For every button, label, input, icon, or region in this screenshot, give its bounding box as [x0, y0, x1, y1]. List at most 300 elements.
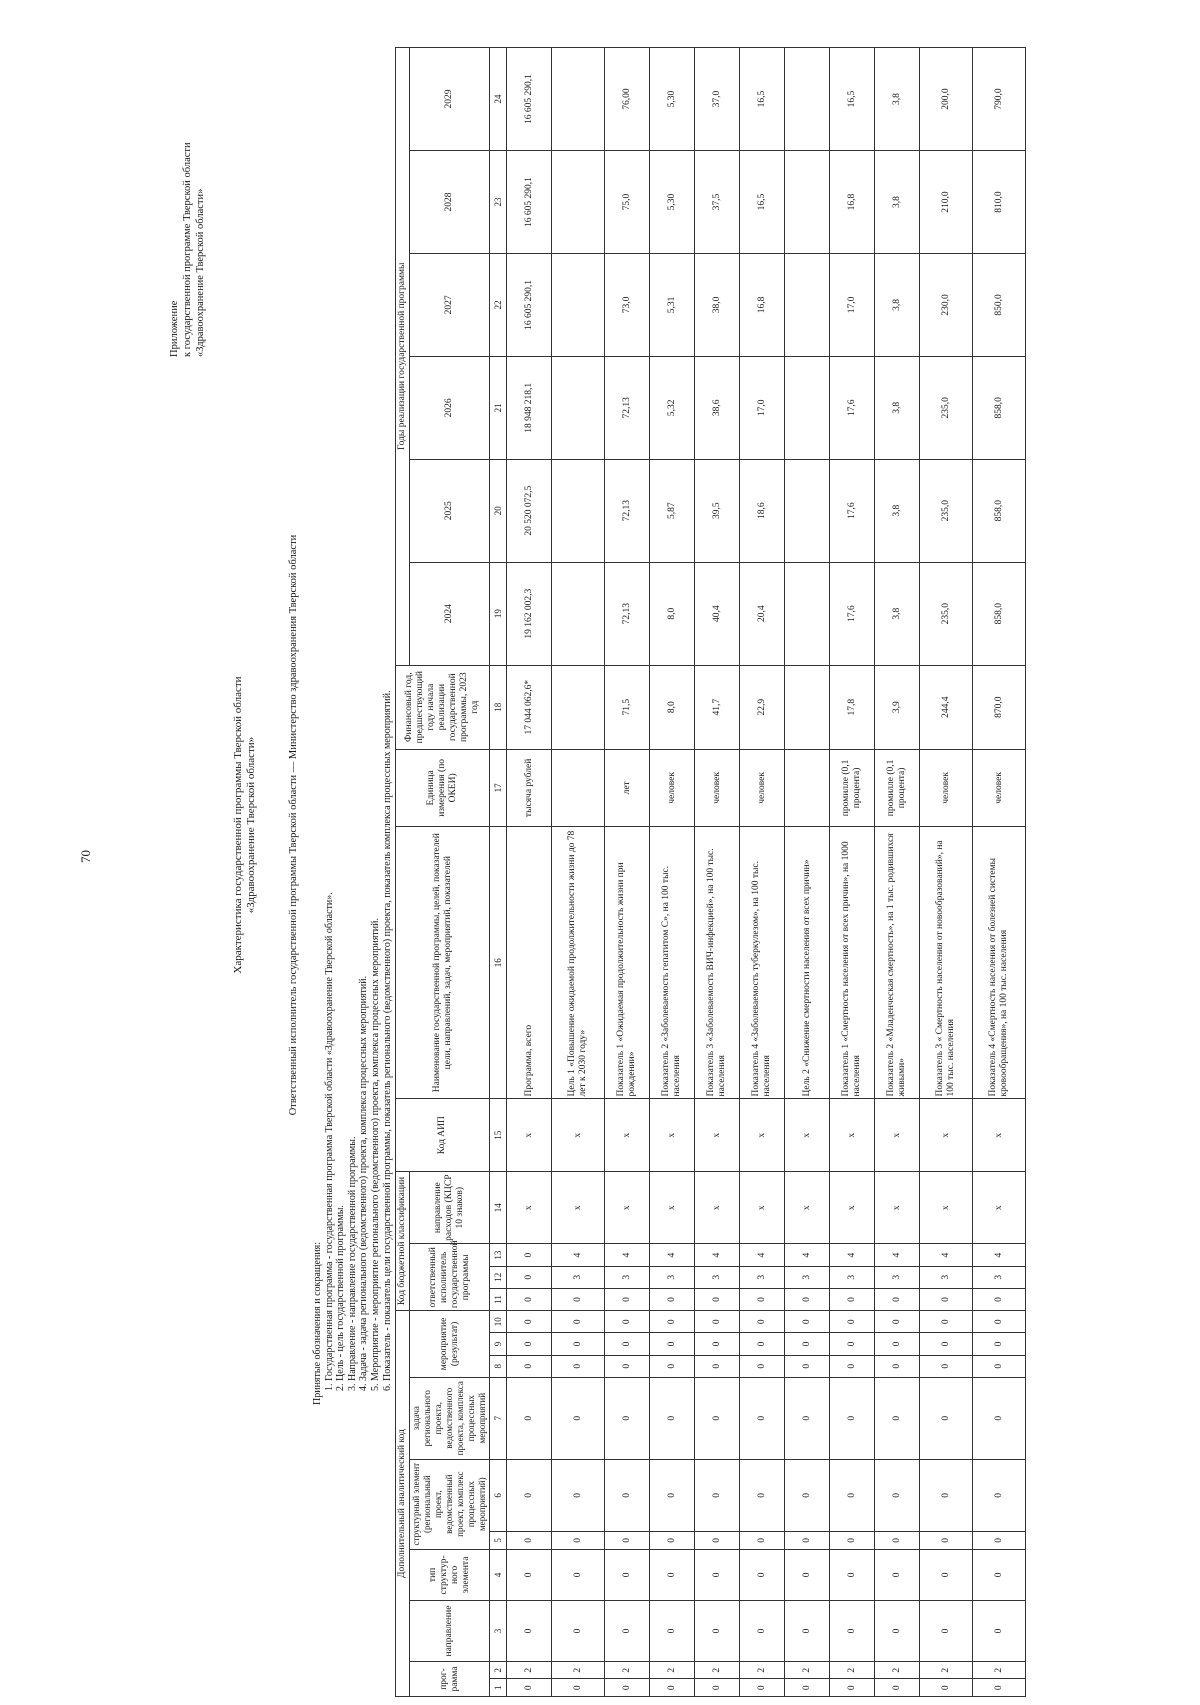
year-value-cell: 16,5	[830, 48, 875, 151]
additional-code-header: Дополнительный аналитический код	[396, 1311, 410, 1697]
code-cell: 0	[650, 1459, 695, 1532]
code-cell: 2	[920, 1661, 973, 1679]
column-number: 1	[490, 1679, 507, 1697]
code-cell: 0	[785, 1459, 830, 1532]
year-value-cell	[785, 459, 830, 562]
code-cell: 0	[875, 1288, 920, 1310]
code-cell: 0	[507, 1288, 552, 1310]
code-cell: 0	[973, 1311, 1026, 1333]
code-cell: 0	[650, 1311, 695, 1333]
code-cell: 0	[507, 1333, 552, 1355]
code-cell: 3	[650, 1266, 695, 1288]
code-cell: 0	[695, 1532, 740, 1550]
base-value-cell: 71,5	[605, 665, 650, 749]
aip-cell: x	[785, 1099, 830, 1172]
code-cell: 2	[973, 1661, 1026, 1679]
year-value-cell: 72,13	[605, 459, 650, 562]
table-row	[920, 48, 973, 1697]
code-cell: 0	[875, 1355, 920, 1377]
code-cell: 4	[830, 1244, 875, 1266]
column-number: 16	[490, 826, 507, 1098]
column-number: 21	[490, 356, 507, 459]
year-value-cell: 17,6	[830, 356, 875, 459]
code-cell: 0	[605, 1601, 650, 1662]
legend-item: 5. Мероприятие - мероприятие регионального (ведомственного) проекта, комплекса процессных мероприятий.	[369, 918, 381, 1391]
code-cell: 0	[650, 1549, 695, 1600]
code-cell: 0	[605, 1333, 650, 1355]
code-cell: 2	[650, 1661, 695, 1679]
base-value-cell: 17 044 062,6*	[507, 665, 552, 749]
column-number-row	[490, 48, 507, 1697]
code-cell: 4	[552, 1244, 605, 1266]
name-cell: Цель 1 «Повышение ожидаемой продолжительности жизни до 78 лет к 2030 году»	[552, 826, 605, 1098]
years-group-header: Годы реализации государственной программы	[396, 48, 410, 666]
column-number: 23	[490, 151, 507, 254]
aip-cell: x	[695, 1099, 740, 1172]
base-value-cell	[552, 665, 605, 749]
direction-header: направление	[410, 1601, 490, 1662]
year-value-cell: 17,0	[830, 253, 875, 356]
column-number: 8	[490, 1355, 507, 1377]
code-cell: 0	[785, 1377, 830, 1459]
unit-cell: тысяча рублей	[507, 749, 552, 826]
kcsr-cell: x	[552, 1171, 605, 1244]
appendix-note	[168, 142, 207, 357]
code-cell: 4	[785, 1244, 830, 1266]
year-value-cell	[785, 48, 830, 151]
year-value-cell	[552, 253, 605, 356]
table-row	[507, 48, 552, 1697]
year-value-cell	[785, 253, 830, 356]
code-cell: 0	[973, 1601, 1026, 1662]
year-value-cell: 810,0	[973, 151, 1026, 254]
code-cell: 0	[605, 1459, 650, 1532]
code-cell: 0	[920, 1333, 973, 1355]
code-cell: 0	[507, 1244, 552, 1266]
code-cell: 0	[605, 1532, 650, 1550]
year-value-cell	[785, 356, 830, 459]
code-cell: 0	[973, 1532, 1026, 1550]
legend-item: 2. Цель - цель государственной программы.	[335, 1205, 347, 1391]
code-cell: 3	[973, 1266, 1026, 1288]
name-cell: Цель 2 «Снижение смертности населения от всех причин»	[785, 826, 830, 1098]
year-value-cell: 235,0	[920, 356, 973, 459]
expense-direction-header: направление расходов (КЦСР 10 знаков)	[410, 1171, 490, 1244]
year-value-cell: 235,0	[920, 459, 973, 562]
year-value-cell: 858,0	[973, 356, 1026, 459]
year-value-cell: 37,0	[695, 48, 740, 151]
year-value-cell: 20,4	[740, 562, 785, 665]
column-number: 17	[490, 749, 507, 826]
year-value-cell: 16,8	[830, 151, 875, 254]
code-cell: 0	[785, 1311, 830, 1333]
code-cell: 0	[552, 1549, 605, 1600]
structural-element-header: структурный элемент (региональный проект, ведомственный проект, комплекс процессных мероприятий)	[410, 1459, 490, 1549]
code-cell: 3	[920, 1266, 973, 1288]
base-value-cell: 22,9	[740, 665, 785, 749]
code-cell: 0	[695, 1601, 740, 1662]
code-cell: 0	[605, 1679, 650, 1697]
year-value-cell	[552, 48, 605, 151]
column-number: 2	[490, 1661, 507, 1679]
abbreviations-legend	[312, 690, 393, 1405]
base-value-cell: 870,0	[973, 665, 1026, 749]
base-value-cell: 41,7	[695, 665, 740, 749]
year-value-cell: 17,6	[830, 459, 875, 562]
year-value-cell: 72,13	[605, 356, 650, 459]
code-cell: 0	[973, 1333, 1026, 1355]
kcsr-cell: x	[973, 1171, 1026, 1244]
code-cell: 0	[920, 1311, 973, 1333]
table-row	[875, 48, 920, 1697]
column-number: 6	[490, 1459, 507, 1532]
legend-item: 3. Направление - направление государственной программы.	[346, 1136, 358, 1391]
year-value-cell: 210,0	[920, 151, 973, 254]
code-cell: 0	[650, 1532, 695, 1550]
column-number: 3	[490, 1601, 507, 1662]
code-cell: 0	[830, 1459, 875, 1532]
code-cell: 0	[695, 1679, 740, 1697]
code-cell: 4	[920, 1244, 973, 1266]
code-cell: 0	[920, 1459, 973, 1532]
code-cell: 3	[830, 1266, 875, 1288]
code-cell: 3	[740, 1266, 785, 1288]
code-cell: 0	[695, 1459, 740, 1532]
code-cell: 0	[973, 1549, 1026, 1600]
name-header: Наименование государственной программы, целей, показателей цели, направлений, задач, мероприятий, показателей	[396, 826, 490, 1098]
year-value-cell: 3,8	[875, 562, 920, 665]
unit-cell	[552, 749, 605, 826]
code-cell: 2	[875, 1661, 920, 1679]
code-cell: 0	[875, 1679, 920, 1697]
code-cell: 0	[507, 1355, 552, 1377]
table-row	[552, 48, 605, 1697]
year-value-cell: 72,13	[605, 562, 650, 665]
legend-heading: Принятые обозначения и сокращения:	[312, 1241, 323, 1405]
code-cell: 0	[973, 1679, 1026, 1697]
code-cell: 2	[830, 1661, 875, 1679]
year-value-cell: 5,32	[650, 356, 695, 459]
code-cell: 0	[695, 1333, 740, 1355]
column-number: 19	[490, 562, 507, 665]
legend-item: 1. Государственная программа - государственная программа Тверской области «Здравоохранение Тверской области».	[323, 892, 335, 1391]
code-cell: 2	[695, 1661, 740, 1679]
code-cell: 2	[605, 1661, 650, 1679]
unit-cell: человек	[920, 749, 973, 826]
unit-cell: человек	[695, 749, 740, 826]
kcsr-cell: x	[507, 1171, 552, 1244]
code-cell: 0	[552, 1679, 605, 1697]
year-value-cell: 40,4	[695, 562, 740, 665]
year-value-cell: 16 605 290,1	[507, 151, 552, 254]
task-header: задача регионального проекта, ведомственного проекта, комплекса процессных мероприятий	[410, 1377, 490, 1459]
code-cell: 0	[507, 1679, 552, 1697]
code-cell: 0	[740, 1679, 785, 1697]
year-header: 2029	[410, 48, 490, 151]
code-cell: 0	[740, 1459, 785, 1532]
year-value-cell: 3,8	[875, 48, 920, 151]
year-value-cell: 37,5	[695, 151, 740, 254]
code-cell: 0	[785, 1601, 830, 1662]
code-cell: 4	[875, 1244, 920, 1266]
year-value-cell: 230,0	[920, 253, 973, 356]
year-value-cell: 790,0	[973, 48, 1026, 151]
unit-cell: промилле (0,1 процента)	[875, 749, 920, 826]
code-cell: 4	[973, 1244, 1026, 1266]
code-cell: 2	[507, 1661, 552, 1679]
activity-header: мероприятие (результат)	[410, 1311, 490, 1378]
appendix-line: «Здравоохранение Тверской области»	[195, 188, 206, 357]
code-cell: 0	[973, 1377, 1026, 1459]
year-value-cell: 73,0	[605, 253, 650, 356]
year-value-cell: 18 948 218,1	[507, 356, 552, 459]
year-value-cell	[552, 459, 605, 562]
aip-cell: x	[830, 1099, 875, 1172]
year-value-cell: 3,8	[875, 253, 920, 356]
name-cell: Показатель 4 «Заболеваемость туберкулезом», на 100 тыс. населения	[740, 826, 785, 1098]
column-number: 7	[490, 1377, 507, 1459]
year-value-cell: 858,0	[973, 562, 1026, 665]
code-cell: 3	[552, 1266, 605, 1288]
code-cell: 0	[830, 1311, 875, 1333]
column-number: 20	[490, 459, 507, 562]
code-cell: 0	[552, 1333, 605, 1355]
kcsr-cell: x	[605, 1171, 650, 1244]
kcsr-cell: x	[830, 1171, 875, 1244]
column-number: 15	[490, 1099, 507, 1172]
code-cell: 0	[920, 1288, 973, 1310]
base-value-cell: 8,0	[650, 665, 695, 749]
column-number: 11	[490, 1288, 507, 1310]
base-value-cell	[785, 665, 830, 749]
code-cell: 2	[785, 1661, 830, 1679]
code-cell: 0	[875, 1377, 920, 1459]
code-cell: 4	[605, 1244, 650, 1266]
code-cell: 0	[650, 1288, 695, 1310]
year-value-cell: 17,0	[740, 356, 785, 459]
appendix-line: к государственной программе Тверской области	[182, 142, 193, 357]
kcsr-cell: x	[650, 1171, 695, 1244]
unit-cell: человек	[740, 749, 785, 826]
code-cell: 3	[875, 1266, 920, 1288]
legend-item: 6. Показатель - показатель цели государственной программы, показатель регионального (ведомственного) проекта, показатель комплекса процессных мероприятий.	[381, 690, 393, 1391]
code-cell: 0	[552, 1601, 605, 1662]
year-value-cell: 18,6	[740, 459, 785, 562]
code-cell: 0	[740, 1549, 785, 1600]
title-line: «Здравоохранение Тверской области»	[245, 736, 257, 914]
code-cell: 4	[740, 1244, 785, 1266]
column-number: 14	[490, 1171, 507, 1244]
code-cell: 3	[605, 1266, 650, 1288]
column-number: 9	[490, 1333, 507, 1355]
code-cell: 0	[552, 1459, 605, 1532]
name-cell: Показатель 3 «Заболеваемость ВИЧ-инфекцией», на 100 тыс. населения	[695, 826, 740, 1098]
code-cell: 3	[785, 1266, 830, 1288]
aip-cell: x	[875, 1099, 920, 1172]
year-value-cell: 16 605 290,1	[507, 48, 552, 151]
title-line: Характеристика государственной программы Тверской области	[232, 676, 244, 974]
code-cell: 0	[695, 1549, 740, 1600]
code-cell: 0	[695, 1288, 740, 1310]
appendix-line: Приложение	[169, 300, 180, 357]
code-cell: 0	[507, 1377, 552, 1459]
year-value-cell: 3,8	[875, 459, 920, 562]
name-cell: Программа, всего	[507, 826, 552, 1098]
year-value-cell: 20 520 072,5	[507, 459, 552, 562]
code-cell: 0	[552, 1288, 605, 1310]
name-cell: Показатель 4 «Смертность населения от болезней системы кровообращения», на 100 тыс. населения	[973, 826, 1026, 1098]
year-header: 2028	[410, 151, 490, 254]
code-cell: 0	[507, 1311, 552, 1333]
kcsr-cell: x	[920, 1171, 973, 1244]
code-cell: 0	[552, 1355, 605, 1377]
year-value-cell: 850,0	[973, 253, 1026, 356]
year-value-cell: 39,5	[695, 459, 740, 562]
code-cell: 0	[740, 1288, 785, 1310]
code-cell: 0	[507, 1532, 552, 1550]
document-title	[232, 415, 258, 1235]
code-cell: 0	[785, 1355, 830, 1377]
year-value-cell: 16 605 290,1	[507, 253, 552, 356]
code-cell: 0	[695, 1311, 740, 1333]
code-cell: 0	[875, 1333, 920, 1355]
code-cell: 0	[920, 1679, 973, 1697]
code-cell: 0	[605, 1549, 650, 1600]
code-cell: 0	[605, 1355, 650, 1377]
base-value-cell: 17,8	[830, 665, 875, 749]
column-number: 5	[490, 1532, 507, 1550]
year-value-cell: 3,8	[875, 356, 920, 459]
code-cell: 0	[875, 1459, 920, 1532]
table-row	[830, 48, 875, 1697]
code-cell: 0	[920, 1601, 973, 1662]
code-cell: 3	[695, 1266, 740, 1288]
column-number: 4	[490, 1549, 507, 1600]
year-value-cell: 38,6	[695, 356, 740, 459]
year-value-cell	[552, 151, 605, 254]
year-value-cell: 16,5	[740, 151, 785, 254]
kcsr-cell: x	[875, 1171, 920, 1244]
code-cell: 0	[920, 1549, 973, 1600]
year-value-cell: 19 162 002,3	[507, 562, 552, 665]
column-number: 12	[490, 1266, 507, 1288]
code-cell: 0	[875, 1532, 920, 1550]
base-year-header: Финансовый год, предшествующий году начала реализации государственной программы, 2023 год	[396, 665, 490, 749]
code-cell: 0	[973, 1288, 1026, 1310]
unit-cell: человек	[650, 749, 695, 826]
code-cell: 0	[605, 1377, 650, 1459]
code-cell: 0	[785, 1549, 830, 1600]
year-value-cell	[552, 562, 605, 665]
year-header: 2027	[410, 253, 490, 356]
code-cell: 0	[650, 1679, 695, 1697]
year-value-cell: 75,0	[605, 151, 650, 254]
table-row	[605, 48, 650, 1697]
name-cell: Показатель 1 «Смертность населения от всех причин», на 1000 населения	[830, 826, 875, 1098]
table-row	[785, 48, 830, 1697]
code-cell: 0	[740, 1377, 785, 1459]
name-cell: Показатель 2 «Младенческая смертность», на 1 тыс. родившихся живыми»	[875, 826, 920, 1098]
code-cell: 0	[875, 1601, 920, 1662]
legend-item: 4. Задача - задача регионального (ведомственного) проекта, комплекса процессных мероприятий.	[358, 975, 370, 1391]
column-number: 22	[490, 253, 507, 356]
table-row	[973, 48, 1026, 1697]
code-cell: 0	[830, 1377, 875, 1459]
code-cell: 0	[785, 1532, 830, 1550]
code-cell: 0	[830, 1333, 875, 1355]
executor-header: ответственный исполнитель государственной программы	[410, 1244, 490, 1311]
code-cell: 0	[740, 1333, 785, 1355]
code-cell: 0	[830, 1532, 875, 1550]
year-value-cell: 38,0	[695, 253, 740, 356]
code-cell: 0	[875, 1549, 920, 1600]
program-characteristics-table	[395, 47, 1026, 1697]
code-cell: 0	[830, 1679, 875, 1697]
code-cell: 0	[740, 1532, 785, 1550]
year-value-cell: 16,8	[740, 253, 785, 356]
year-value-cell: 3,8	[875, 151, 920, 254]
column-number: 24	[490, 48, 507, 151]
code-cell: 0	[875, 1311, 920, 1333]
element-type-header: тип структур-ного элемента	[410, 1549, 490, 1600]
code-cell: 0	[740, 1601, 785, 1662]
unit-header: Единица измерения (по ОКЕИ)	[396, 749, 490, 826]
code-cell: 4	[695, 1244, 740, 1266]
code-cell: 0	[507, 1601, 552, 1662]
code-cell: 0	[695, 1355, 740, 1377]
code-cell: 0	[552, 1532, 605, 1550]
unit-cell: лет	[605, 749, 650, 826]
code-cell: 0	[830, 1288, 875, 1310]
aip-cell: x	[973, 1099, 1026, 1172]
unit-cell: промилле (0,1 процента)	[830, 749, 875, 826]
aip-cell: x	[552, 1099, 605, 1172]
year-value-cell: 200,0	[920, 48, 973, 151]
aip-code-header: Код АИП	[396, 1099, 490, 1172]
code-cell: 0	[552, 1377, 605, 1459]
year-header: 2026	[410, 356, 490, 459]
unit-cell	[785, 749, 830, 826]
aip-cell: x	[650, 1099, 695, 1172]
table-row	[650, 48, 695, 1697]
year-value-cell: 858,0	[973, 459, 1026, 562]
year-value-cell	[785, 151, 830, 254]
code-cell: 0	[605, 1288, 650, 1310]
code-cell: 0	[740, 1355, 785, 1377]
code-cell: 0	[920, 1377, 973, 1459]
name-cell: Показатель 2 «Заболеваемость гепатитом С», на 100 тыс. населения	[650, 826, 695, 1098]
name-cell: Показатель 1 «Ожидаемая продолжительность жизни при рождении»	[605, 826, 650, 1098]
code-cell: 0	[507, 1266, 552, 1288]
code-cell: 0	[740, 1311, 785, 1333]
column-number: 10	[490, 1311, 507, 1333]
name-cell: Показатель 3 « Смертность населения от новообразований», на 100 тыс. населения	[920, 826, 973, 1098]
code-cell: 0	[830, 1549, 875, 1600]
code-cell: 4	[650, 1244, 695, 1266]
code-cell: 0	[973, 1355, 1026, 1377]
kcsr-cell: x	[695, 1171, 740, 1244]
code-cell: 0	[650, 1355, 695, 1377]
code-cell: 0	[507, 1549, 552, 1600]
page-number: 70	[78, 850, 93, 863]
code-cell: 0	[830, 1355, 875, 1377]
year-value-cell: 5,30	[650, 48, 695, 151]
year-value-cell	[785, 562, 830, 665]
code-cell: 0	[785, 1288, 830, 1310]
base-value-cell: 3,9	[875, 665, 920, 749]
code-cell: 0	[650, 1601, 695, 1662]
code-cell: 0	[552, 1311, 605, 1333]
